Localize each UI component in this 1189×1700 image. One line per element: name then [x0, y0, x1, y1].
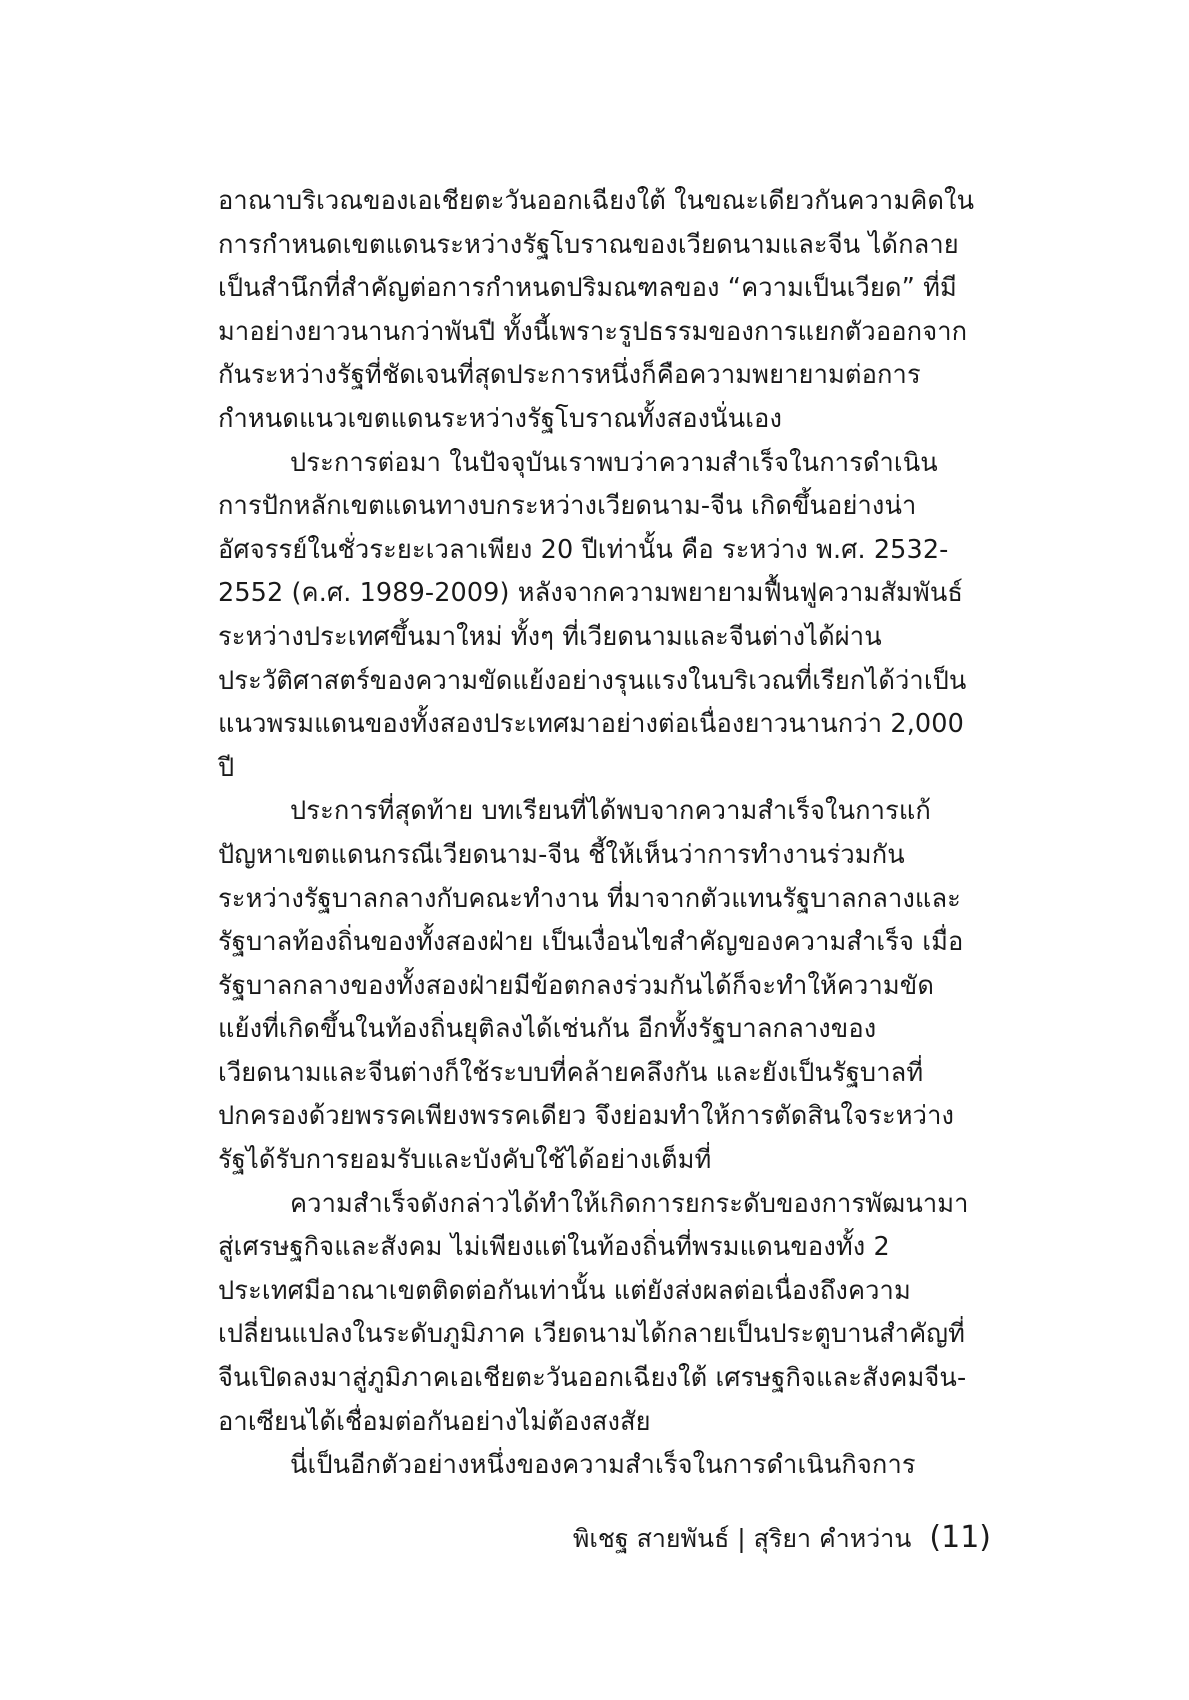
- paragraph-1: อาณาบริเวณของเอเชียตะวันออกเฉียงใต้ ในขณะเดียวกันความคิดในการกำหนดเขตแดนระหว่างรัฐโบราณของเวียดนามและจีน ได้กลายเป็นสำนึกที่สำคัญต่อการกำหนดปริมณฑลของ “ความเป็นเวียด” ที่มีมาอย่างยาวนานกว่าพันปี ทั้งนี้เพราะรูปธรรมของการแยกตัวออกจากกันระหว่างรัฐที่ชัดเจนที่สุดประการหนึ่งก็คือความพยายามต่อการกำหนดแนวเขตแดนระหว่างรัฐโบราณทั้งสองนั่นเอง: [218, 186, 975, 434]
- paragraph-2: ประการต่อมา ในปัจจุบันเราพบว่าความสำเร็จในการดำเนินการปักหลักเขตแดนทางบกระหว่างเวียดนาม-จีน เกิดขึ้นอย่างน่าอัศจรรย์ในชั่วระยะเวลาเพียง 20 ปีเท่านั้น คือ ระหว่าง พ.ศ. 2532-2552 (ค.ศ. 1989-2009) หลังจากความพยายามฟื้นฟูความสัมพันธ์ระหว่างประเทศขึ้นมาใหม่ ทั้งๆ ที่เวียดนามและจีนต่างได้ผ่านประวัติศาสตร์ของความขัดแย้งอย่างรุนแรงในบริเวณที่เรียกได้ว่าเป็นแนวพรมแดนของทั้งสองประเทศมาอย่างต่อเนื่องยาวนานกว่า 2,000 ปี: [218, 447, 967, 783]
- body-text: [218, 180, 978, 1488]
- page-number: (11): [929, 1520, 991, 1555]
- footer-authors: พิเชฐ สายพันธ์ | สุริยา คำหว่าน: [572, 1524, 912, 1553]
- page-footer: [573, 1518, 991, 1559]
- paragraph-5: นี่เป็นอีกตัวอย่างหนึ่งของความสำเร็จในการดำเนินกิจการ: [290, 1450, 916, 1481]
- paragraph-4: ความสำเร็จดังกล่าวได้ทำให้เกิดการยกระดับของการพัฒนามาสู่เศรษฐกิจและสังคม ไม่เพียงแต่ในท้องถิ่นที่พรมแดนของทั้ง 2 ประเทศมีอาณาเขตติดต่อกันเท่านั้น แต่ยังส่งผลต่อเนื่องถึงความเปลี่ยนแปลงในระดับภูมิภาค เวียดนามได้กลายเป็นประตูบานสำคัญที่จีนเปิดลงมาสู่ภูมิภาคเอเชียตะวันออกเฉียงใต้ เศรษฐกิจและสังคมจีน-อาเซียนได้เชื่อมต่อกันอย่างไม่ต้องสงสัย: [218, 1188, 969, 1437]
- paragraph-3: ประการที่สุดท้าย บทเรียนที่ได้พบจากความสำเร็จในการแก้ปัญหาเขตแดนกรณีเวียดนาม-จีน ชี้ให้เห็นว่าการทำงานร่วมกันระหว่างรัฐบาลกลางกับคณะทำงาน ที่มาจากตัวแทนรัฐบาลกลางและรัฐบาลท้องถิ่นของทั้งสองฝ่าย เป็นเงื่อนไขสำคัญของความสำเร็จ เมื่อรัฐบาลกลางของทั้งสองฝ่ายมีข้อตกลงร่วมกันได้ก็จะทำให้ความขัดแย้งที่เกิดขึ้นในท้องถิ่นยุติลงได้เช่นกัน อีกทั้งรัฐบาลกลางของเวียดนามและจีนต่างก็ใช้ระบบที่คล้ายคลึงกัน และยังเป็นรัฐบาลที่ปกครองด้วยพรรคเพียงพรรคเดียว จึงย่อมทำให้การตัดสินใจระหว่างรัฐได้รับการยอมรับและบังคับใช้ได้อย่างเต็มที่: [218, 796, 964, 1176]
